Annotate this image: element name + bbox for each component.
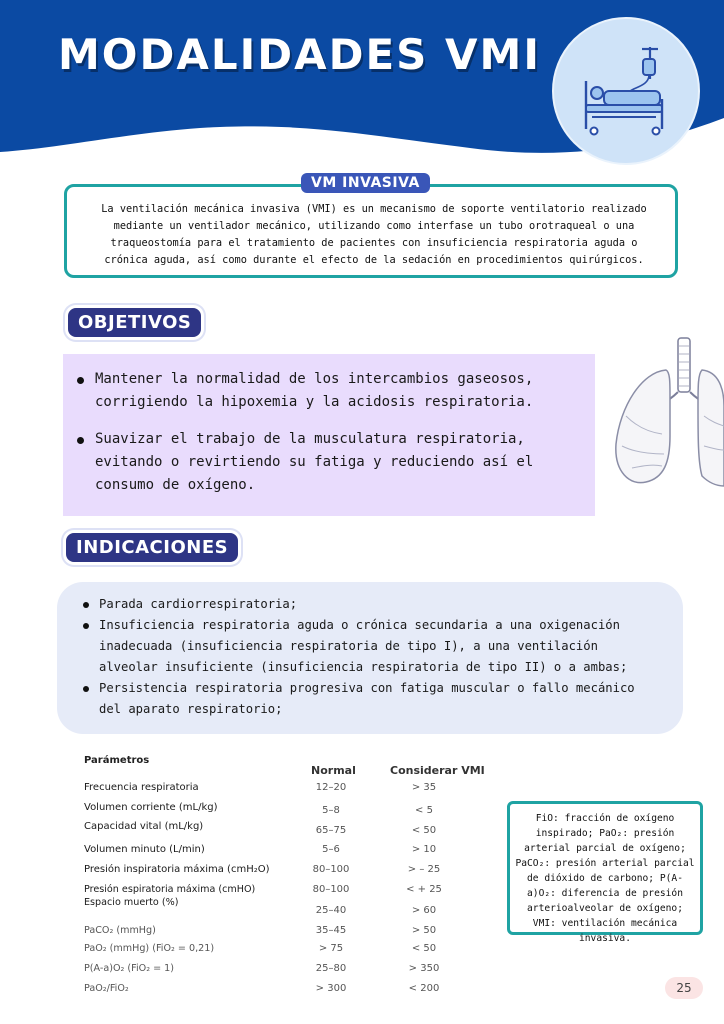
objetivos-list [75,368,585,511]
param-vmi: > 50 [411,925,437,936]
col-normal-header: Normal [311,764,356,777]
param-row [0,782,724,798]
indicaciones-heading: INDICACIONES [66,533,238,562]
param-label: Frecuencia respiratoria [84,782,199,793]
param-label: Presión espiratoria máxima (cmHO) [84,884,256,895]
param-normal: 25–40 [315,905,347,916]
param-row [0,963,724,979]
param-vmi: > – 25 [407,864,441,875]
param-normal: 25–80 [315,963,347,974]
param-label: Capacidad vital (mL/kg) [84,821,204,832]
param-row [0,983,724,999]
param-vmi: > 10 [411,844,437,855]
param-normal: > 300 [315,983,347,994]
intro-badge: VM INVASIVA [301,173,430,193]
param-normal: > 75 [318,943,344,954]
objetivo-item: Suavizar el trabajo de la musculatura respiratoria, evitando o revirtiendo su fatiga y reduciendo así el consumo de oxígeno. [75,428,585,497]
parametros-title: Parámetros [84,755,150,766]
page-title: MODALIDADES VMI [58,30,541,79]
lungs-icon [612,336,724,506]
param-normal: 5–8 [322,805,340,816]
param-vmi: > 350 [408,963,440,974]
hospital-bed-icon [576,41,676,141]
indicacion-item: Parada cardiorrespiratoria; [82,594,662,615]
param-label: Espacio muerto (%) [84,897,179,908]
indicaciones-list [82,594,662,720]
hero-illustration [552,17,700,165]
param-vmi: < 50 [411,825,437,836]
param-label: PaO₂ (mmHg) (FiO₂ = 0,21) [84,943,215,954]
indicacion-item: Insuficiencia respiratoria aguda o crónica secundaria a una oxigenación inadecuada (insuficiencia respiratoria de tipo I), a una ventilación alveolar insuficiente (insuficiencia respiratoria de tipo II) o a ambas; [82,615,662,678]
param-vmi: > 35 [411,782,437,793]
param-vmi: < 200 [408,983,440,994]
param-label: P(A-a)O₂ (FiO₂ = 1) [84,963,175,974]
page-number: 25 [665,977,703,999]
param-normal: 12–20 [315,782,347,793]
param-label: Volumen corriente (mL/kg) [84,802,218,813]
param-label: PaCO₂ (mmHg) [84,925,156,936]
param-vmi: < 50 [411,943,437,954]
param-normal: 5–6 [322,844,340,855]
param-label: Presión inspiratoria máxima (cmH₂O) [84,864,270,875]
param-normal: 65–75 [315,825,347,836]
col-vmi-header: Considerar VMI [390,764,485,777]
param-normal: 80–100 [312,864,350,875]
param-label: Volumen minuto (L/min) [84,844,205,855]
param-normal: 35–45 [315,925,347,936]
param-label: PaO₂/FiO₂ [84,983,129,994]
abbreviations-text: FiO: fracción de oxígeno inspirado; PaO₂: presión arterial parcial de oxígeno; PaCO₂: presión arterial parcial de dióxido de carbono; P(A-a)O₂: diferencia de presión arterioalveolar de oxígeno; VMI: ventilación mecánica invasiva. [515,813,695,944]
intro-text: La ventilación mecánica invasiva (VMI) es un mecanismo de soporte ventilatorio realizado mediante un ventilador mecánico, utilizando como interfase un tubo orotraqueal o una traqueostomía para el tratamiento de pacientes con insuficiencia respiratoria aguda o crónica aguda, así como durante el efecto de la sedación en procedimientos quirúrgicos. [101,203,647,266]
indicacion-item: Persistencia respiratoria progresiva con fatiga muscular o fallo mecánico del aparato respiratorio; [82,678,662,720]
param-vmi: < + 25 [406,884,442,895]
param-vmi: > 60 [411,905,437,916]
param-vmi: < 5 [415,805,433,816]
objetivo-item: Mantener la normalidad de los intercambios gaseosos, corrigiendo la hipoxemia y la acidosis respiratoria. [75,368,585,414]
objetivos-heading: OBJETIVOS [68,308,201,337]
param-normal: 80–100 [312,884,350,895]
